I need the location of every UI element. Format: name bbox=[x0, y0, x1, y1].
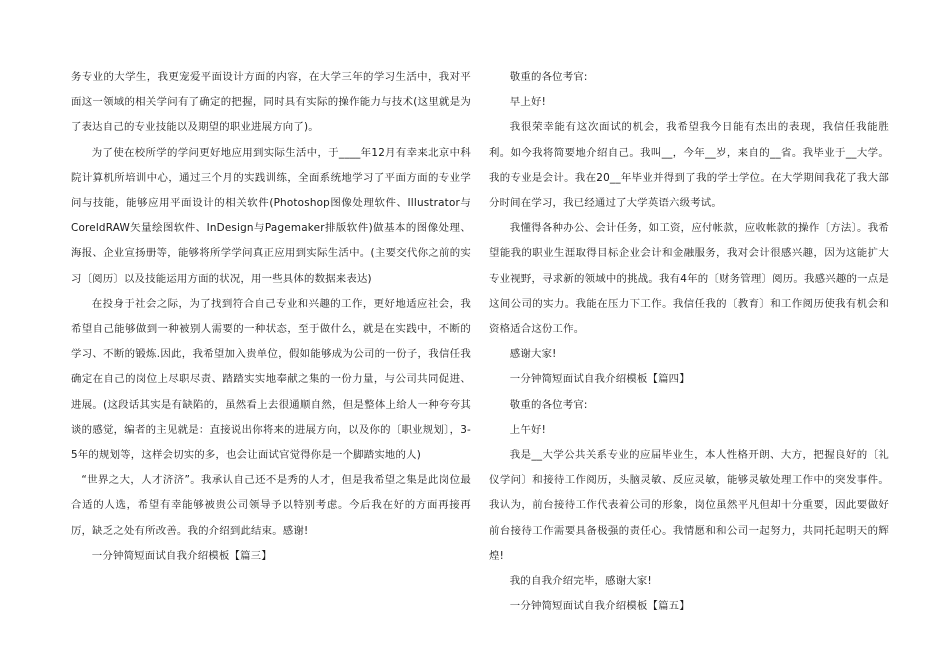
section-heading: 一分钟简短面试自我介绍模板【篇三】 bbox=[91, 549, 272, 562]
paragraph: 我很荣幸能有这次面试的机会，我希望我今日能有杰出的表现，我信任我能胜利。如今我将简要地介绍自己。我叫__，今年__岁，来自的__省。我毕业于__大学。我的专业是会计。我在20__年毕业并得到了我的学士学位。在大学期间我花了我大部分时间在学习，我已经通过了大学英语六级考试。 bbox=[489, 121, 889, 210]
paragraph: 我懂得各种办公、会计任务，如工资，应付帐款，应收帐款的操作〔方法〕。我希望能我的职业生涯取得目标企业会计和金融服务，我对会计很感兴趣，因为这能扩大专业视野，寻求新的领域中的挑战。我有4年的〔财务管理〕阅历。我感兴趣的一点是这间公司的实力。我能在压力下工作。我信任我的〔教育〕和工作阅历使我有机会和资格适合这份工作。 bbox=[489, 222, 889, 336]
paragraph: 为了使在校所学的学问更好地应用到实际生活中，于____年12月有幸来北京中科院计算机所培训中心，通过三个月的实践训练，全面系统地学习了平面方面的专业学问与技能，能够应用平面设计的相关软件(Photoshop图像处理软件、Illustrator与CoreldRAW矢量绘图软件、InDesign与Pagemaker排版软件)做基本的图像处理、海报、企业宣扬册等，能够将所学学问真正应用到实际生活中。(主要交代你之前的实习〔阅历〕以及技能运用方面的状况，用一些具体的数据来表达) bbox=[71, 146, 471, 285]
right-text-column bbox=[489, 65, 889, 619]
paragraph: 务专业的大学生，我更宠爱平面设计方面的内容，在大学三年的学习生活中，我对平面这一领域的相关学问有了确定的把握，同时具有实际的操作能力与技术(这里就是为了表达自己的专业技能以及期望的职业进展方向了)。 bbox=[71, 71, 471, 134]
greeting: 上午好! bbox=[509, 423, 546, 436]
salutation: 敬重的各位考官: bbox=[509, 71, 588, 83]
closing: 我的自我介绍完毕，感谢大家! bbox=[509, 575, 652, 588]
left-text-column bbox=[71, 65, 471, 569]
paragraph: 我是__大学公共关系专业的应届毕业生，本人性格开朗、大方，把握良好的〔礼仪学问〕和接待工作阅历，头脑灵敏、反应灵敏，能够灵敏处理工作中的突发事件。我认为，前台接待工作代表着公司的形象，岗位虽然平凡但却十分重要，因此要做好前台接待工作需要具备极强的责任心。我情愿和和公司一起努力，共同托起明天的辉煌! bbox=[489, 449, 889, 562]
paragraph: 在投身于社会之际，为了找到符合自己专业和兴趣的工作，更好地适应社会，我希望自己能够做到一种被别人需要的一种状态，至于做什么，就是在实践中，不断的学习、不断的锻炼.因此，我希望加入贵单位，假如能够成为公司的一份子，我信任我确定在自己的岗位上尽职尽责、踏踏实实地奉献之集的一份力量，与公司共同促进、进展。(这段话其实是有缺陷的，虽然看上去很通顺自然，但是整体上给人一种夸夸其谈的感觉，编者的主见就是：直接说出你将来的进展方向，以及你的〔职业规划〕，3-5年的规划等，这样会切实的多，也会让面试官觉得你是一个脚踏实地的人) bbox=[71, 297, 471, 462]
closing: 感谢大家! bbox=[509, 348, 557, 361]
greeting: 早上好! bbox=[509, 96, 546, 109]
section-heading: 一分钟简短面试自我介绍模板【篇五】 bbox=[509, 600, 690, 613]
salutation: 敬重的各位考官: bbox=[509, 398, 588, 411]
section-heading: 一分钟简短面试自我介绍模板【篇四】 bbox=[509, 373, 690, 386]
paragraph: “世界之大，人才济济”。我承认自己还不是秀的人才，但是我希望之集是此岗位最合适的人选，希望有幸能够被贵公司领导予以特别考虑。今后我在好的方面再接再厉，缺乏之处有所改善。我的介绍到此结束。感谢! bbox=[71, 474, 471, 537]
